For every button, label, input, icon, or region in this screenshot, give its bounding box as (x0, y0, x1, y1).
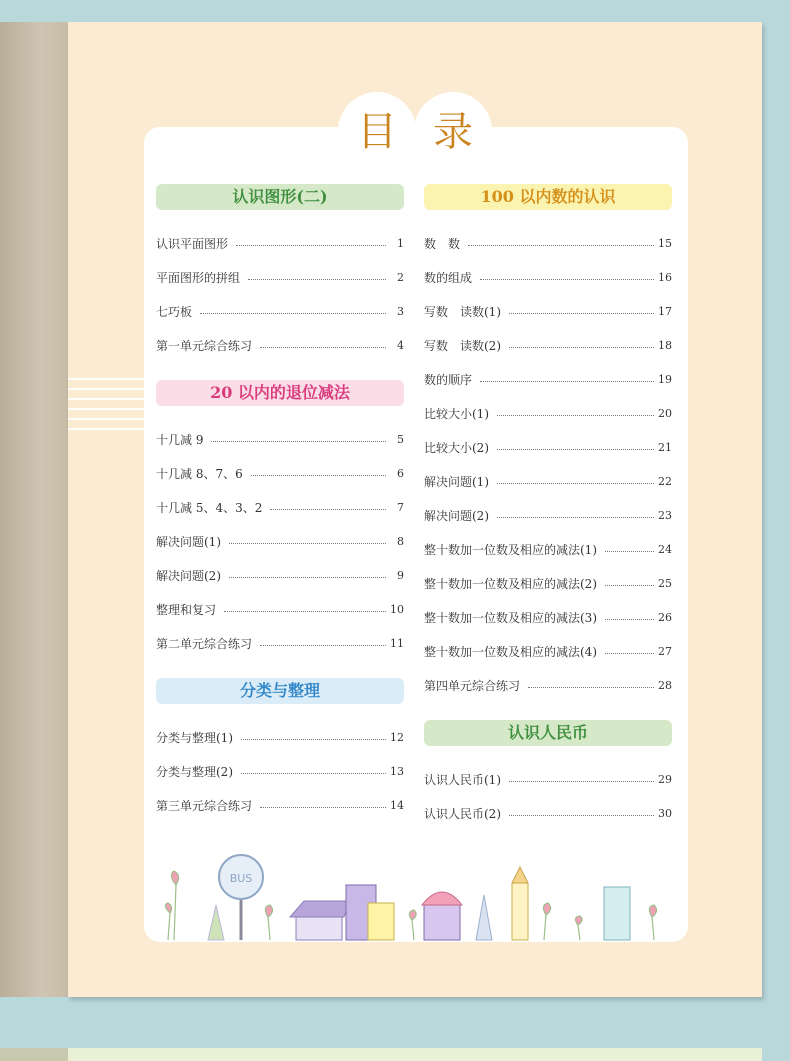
toc-entry-page-number: 13 (390, 764, 404, 778)
dot-leader (480, 381, 654, 382)
toc-entry[interactable] (156, 524, 404, 558)
toc-entry-label: 解决问题(1) (424, 474, 489, 489)
toc-entry[interactable] (424, 796, 672, 830)
toc-entry[interactable] (156, 490, 404, 524)
toc-entry-label: 平面图形的拼组 (156, 270, 241, 285)
toc-entry-label: 整十数加一位数及相应的减法(2) (424, 576, 597, 591)
dot-leader (509, 313, 654, 314)
toc-entry-label: 七巧板 (156, 304, 193, 319)
dot-leader (480, 279, 654, 280)
toc-entry[interactable] (156, 422, 404, 456)
toc-entry[interactable] (156, 592, 404, 626)
toc-entry-page-number: 15 (658, 236, 672, 250)
toc-entry-page-number: 28 (658, 678, 672, 692)
dot-leader (497, 415, 654, 416)
dot-leader (605, 585, 654, 586)
section-header: 认识人民币 (424, 720, 672, 746)
dot-leader (497, 449, 654, 450)
town-illustration (144, 845, 688, 945)
toc-entry[interactable] (424, 362, 672, 396)
dot-leader (260, 347, 386, 348)
toc-entry-page-number: 12 (390, 730, 404, 744)
toc-entry[interactable] (156, 720, 404, 754)
toc-entry[interactable] (156, 260, 404, 294)
toc-entry[interactable] (156, 788, 404, 822)
toc-entry-label: 第一单元综合练习 (156, 338, 253, 353)
toc-entry-page-number: 25 (658, 576, 672, 590)
toc-entry[interactable] (424, 634, 672, 668)
toc-entry-label: 认识平面图形 (156, 236, 229, 251)
toc-entry-page-number: 26 (658, 610, 672, 624)
toc-entry-page-number: 18 (658, 338, 672, 352)
toc-entry-label: 解决问题(1) (156, 534, 221, 549)
dot-leader (229, 577, 386, 578)
toc-entry-label: 解决问题(2) (424, 508, 489, 523)
toc-entry-label: 数 数 (424, 236, 461, 251)
toc-entry-label: 整理和复习 (156, 602, 217, 617)
toc-entry-label: 解决问题(2) (156, 568, 221, 583)
toc-entry[interactable] (424, 600, 672, 634)
toc-entry-page-number: 1 (397, 236, 404, 250)
dot-leader (497, 517, 654, 518)
dot-leader (229, 543, 386, 544)
page-title-char-1: 目 (357, 109, 397, 155)
dot-leader (509, 347, 654, 348)
dot-leader (270, 509, 386, 510)
toc-entry-label: 整十数加一位数及相应的减法(1) (424, 542, 597, 557)
toc-entry-label: 第二单元综合练习 (156, 636, 253, 651)
dot-leader (236, 245, 386, 246)
dot-leader (260, 807, 386, 808)
toc-entry-label: 整十数加一位数及相应的减法(4) (424, 644, 597, 659)
toc-entry-page-number: 20 (658, 406, 672, 420)
section-header: 100 以内数的认识 (424, 184, 672, 210)
toc-entry[interactable] (156, 226, 404, 260)
toc-entry-page-number: 3 (397, 304, 404, 318)
toc-entry[interactable] (424, 430, 672, 464)
toc-entry-label: 第四单元综合练习 (424, 678, 521, 693)
toc-entry[interactable] (156, 558, 404, 592)
page-title-char-2: 录 (433, 109, 473, 155)
toc-entry-page-number: 27 (658, 644, 672, 658)
toc-entry-page-number: 16 (658, 270, 672, 284)
toc-entry-label: 写数 读数(2) (424, 338, 501, 353)
decorative-stripes (68, 378, 146, 438)
bus-sign-text: BUS (229, 872, 253, 885)
dot-leader (528, 687, 654, 688)
toc-entry-page-number: 19 (658, 372, 672, 386)
house-illustration (290, 901, 350, 940)
toc-entry[interactable] (424, 396, 672, 430)
dot-leader (241, 773, 386, 774)
toc-entry-label: 十几减 8、7、6 (156, 466, 243, 481)
book-spine (0, 22, 68, 997)
dot-leader (497, 483, 654, 484)
toc-entry-page-number: 29 (658, 772, 672, 786)
dot-leader (605, 619, 654, 620)
toc-entry-page-number: 6 (397, 466, 404, 480)
toc-entry[interactable] (424, 532, 672, 566)
toc-entry-page-number: 2 (397, 270, 404, 284)
toc-entry[interactable] (424, 668, 672, 702)
toc-entry-label: 十几减 5、4、3、2 (156, 500, 263, 515)
toc-entry-page-number: 11 (390, 636, 404, 650)
toc-entry[interactable] (156, 626, 404, 660)
toc-entry[interactable] (424, 294, 672, 328)
toc-entry-label: 比较大小(1) (424, 406, 489, 421)
toc-entry-label: 十几减 9 (156, 432, 204, 447)
toc-entry-page-number: 14 (390, 798, 404, 812)
toc-entry-page-number: 22 (658, 474, 672, 488)
toc-entry-label: 比较大小(2) (424, 440, 489, 455)
toc-entry[interactable] (424, 566, 672, 600)
toc-entry[interactable] (424, 226, 672, 260)
toc-entry-page-number: 24 (658, 542, 672, 556)
next-page (68, 1048, 762, 1061)
section-header: 分类与整理 (156, 678, 404, 704)
toc-entry[interactable] (156, 294, 404, 328)
toc-entry-page-number: 9 (397, 568, 404, 582)
toc-entry-label: 数的组成 (424, 270, 473, 285)
toc-entry-page-number: 4 (397, 338, 404, 352)
bus-stop-sign (219, 855, 263, 940)
dot-leader (248, 279, 386, 280)
toc-entry-label: 数的顺序 (424, 372, 473, 387)
dot-leader (605, 551, 654, 552)
toc-entry[interactable] (156, 456, 404, 490)
toc-entry-label: 认识人民币(1) (424, 772, 501, 787)
toc-entry-page-number: 5 (397, 432, 404, 446)
dot-leader (509, 815, 654, 816)
toc-entry-label: 整十数加一位数及相应的减法(3) (424, 610, 597, 625)
toc-right-column (424, 184, 672, 830)
toc-entry[interactable] (156, 754, 404, 788)
toc-entry-label: 分类与整理(1) (156, 730, 233, 745)
toc-entry[interactable] (424, 762, 672, 796)
dot-leader (468, 245, 654, 246)
toc-left-column (156, 184, 404, 822)
toc-entry-page-number: 7 (397, 500, 404, 514)
toc-entry-page-number: 17 (658, 304, 672, 318)
toc-entry[interactable] (424, 328, 672, 362)
dot-leader (224, 611, 386, 612)
toc-entry[interactable] (156, 328, 404, 362)
toc-entry-label: 分类与整理(2) (156, 764, 233, 779)
toc-entry-label: 写数 读数(1) (424, 304, 501, 319)
toc-entry-label: 第三单元综合练习 (156, 798, 253, 813)
dot-leader (251, 475, 386, 476)
toc-entry-page-number: 21 (658, 440, 672, 454)
toc-entry-page-number: 10 (390, 602, 404, 616)
toc-entry[interactable] (424, 260, 672, 294)
dot-leader (509, 781, 654, 782)
toc-entry-page-number: 30 (658, 806, 672, 820)
section-header: 认识图形(二) (156, 184, 404, 210)
toc-entry-page-number: 8 (397, 534, 404, 548)
dot-leader (605, 653, 654, 654)
toc-entry-label: 认识人民币(2) (424, 806, 501, 821)
dot-leader (260, 645, 386, 646)
dot-leader (200, 313, 386, 314)
section-header: 20 以内的退位减法 (156, 380, 404, 406)
next-page-spine (0, 1048, 68, 1061)
dot-leader (211, 441, 386, 442)
dot-leader (241, 739, 386, 740)
toc-entry[interactable] (424, 498, 672, 532)
toc-entry-page-number: 23 (658, 508, 672, 522)
toc-entry[interactable] (424, 464, 672, 498)
